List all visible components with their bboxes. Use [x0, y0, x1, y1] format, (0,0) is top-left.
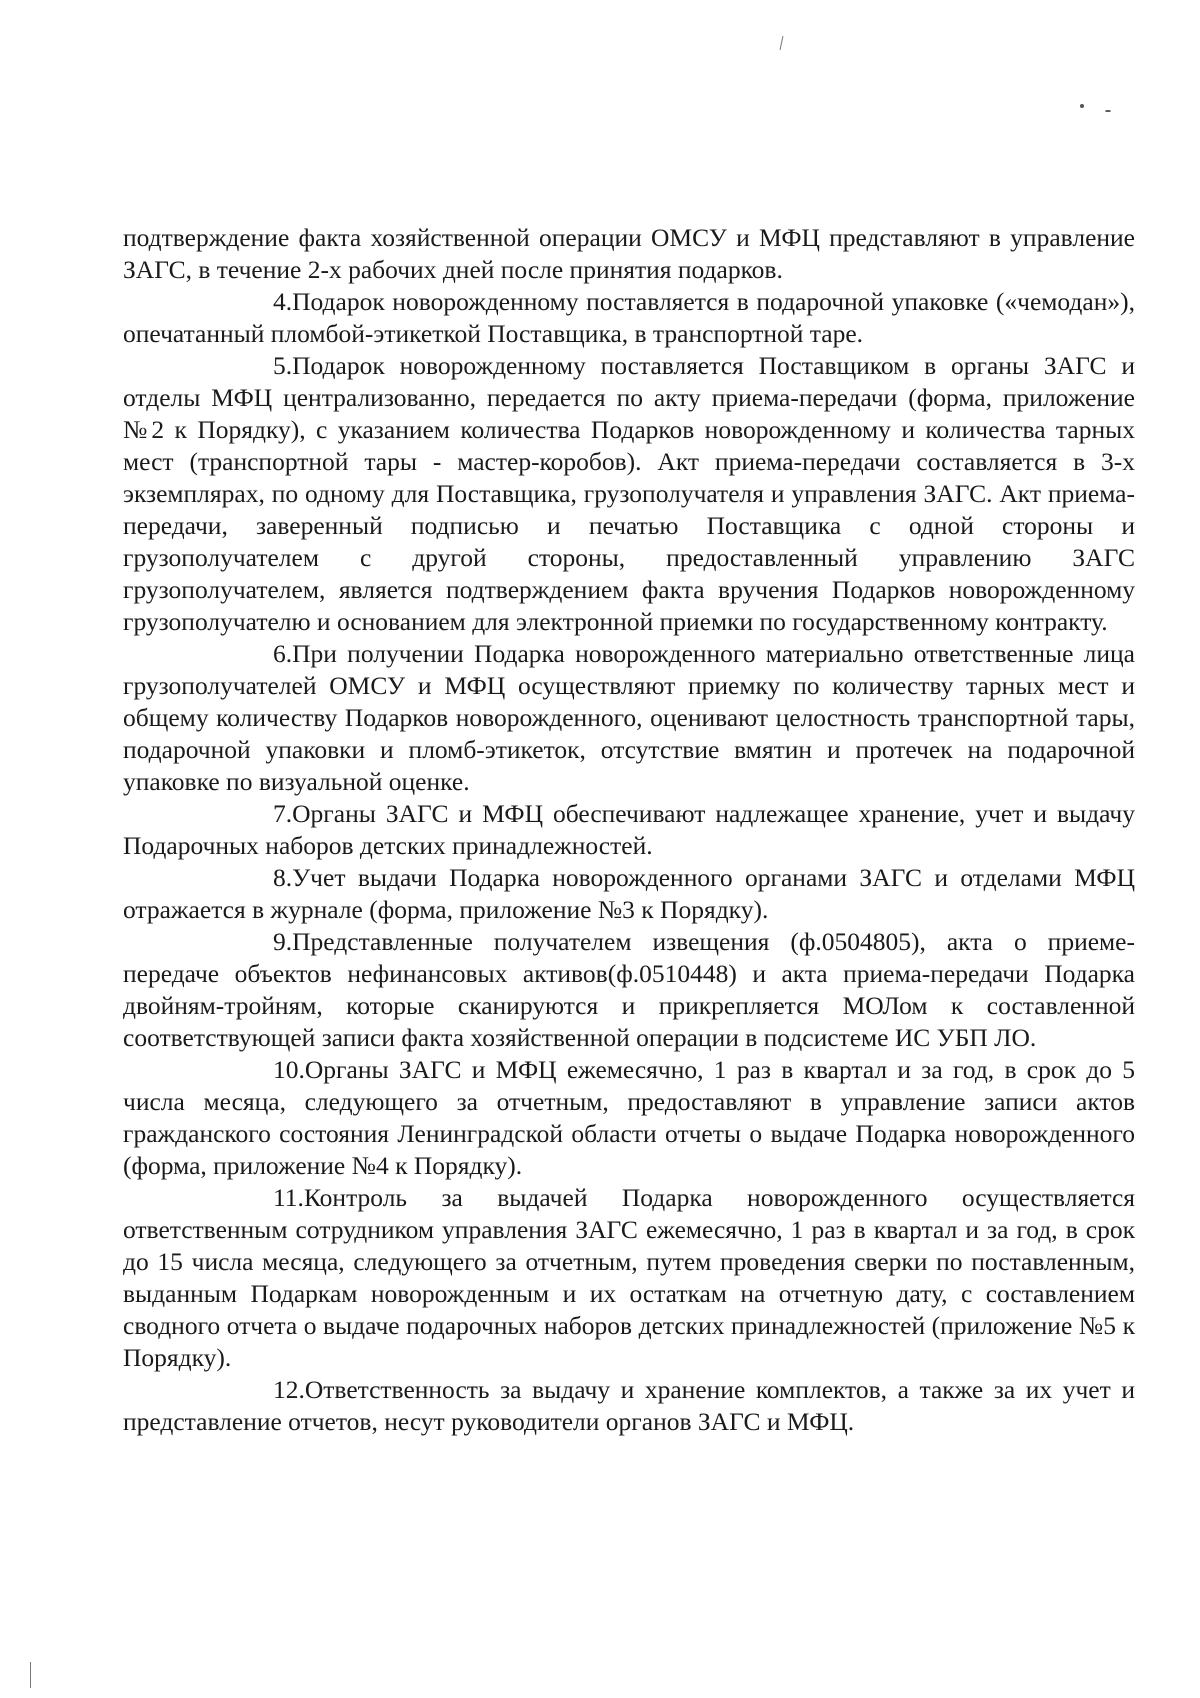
- paragraph-continuation: подтверждение факта хозяйственной операции ОМСУ и МФЦ представляют в управление ЗАГС, в течение 2-х рабочих дней после принятия подарков.: [123, 223, 1135, 284]
- item-text: Подарок новорожденному поставляется Поставщиком в органы ЗАГС и отделы МФЦ централизованно, передается по акту приема-передачи (форма, приложение №2 к Порядку), с указанием количества Подарков новорожденному и количества тарных мест (транспортной тары - мастер-коробов). Акт приема-передачи составляется в 3-х экземплярах, по одному для Поставщика, грузополучателя и управления ЗАГС. Акт приема-передачи, заверенный подписью и печатью Поставщика с одной стороны и грузополучателем с другой стороны, предоставленный управлению ЗАГС грузополучателем, является подтверждением факта вручения Подарков новорожденному грузополучателю и основанием для электронной приемки по государственному контракту.: [123, 351, 1135, 636]
- item-text: Органы ЗАГС и МФЦ обеспечивают надлежащее хранение, учет и выдачу Подарочных наборов детских принадлежностей.: [123, 799, 1135, 860]
- paragraph-item-11: [123, 1182, 1135, 1374]
- item-number: 7.: [273, 799, 293, 828]
- scan-speck: [1105, 110, 1111, 112]
- item-text: Подарок новорожденному поставляется в подарочной упаковке («чемодан»), опечатанный пломбой-этикеткой Поставщика, в транспортной таре.: [123, 287, 1135, 348]
- paragraph-item-6: [123, 638, 1135, 798]
- item-number: 4.: [273, 287, 293, 316]
- item-text: Контроль за выдачей Подарка новорожденного осуществляется ответственным сотрудником управления ЗАГС ежемесячно, 1 раз в квартал и за год, в срок до 15 числа месяца, следующего за отчетным, путем проведения сверки по поставленным, выданным Подаркам новорожденным и их остаткам на отчетную дату, с составлением сводного отчета о выдаче подарочных наборов детских принадлежностей (приложение №5 к Порядку).: [123, 1183, 1135, 1372]
- scan-speck: [1080, 104, 1084, 108]
- scan-mark: [780, 36, 784, 50]
- item-number: 5.: [273, 351, 293, 380]
- item-number: 10.: [273, 1055, 305, 1084]
- item-number: 6.: [273, 639, 293, 668]
- item-number: 12.: [273, 1375, 305, 1404]
- paragraph-item-4: [123, 286, 1135, 350]
- paragraph-item-12: [123, 1374, 1135, 1438]
- item-text: Органы ЗАГС и МФЦ ежемесячно, 1 раз в квартал и за год, в срок до 5 числа месяца, следующего за отчетным, предоставляют в управление записи актов гражданского состояния Ленинградской области отчеты о выдаче Подарка новорожденного (форма, приложение №4 к Порядку).: [123, 1055, 1135, 1180]
- paragraph-item-5: [123, 350, 1135, 638]
- paragraph-item-8: [123, 862, 1135, 926]
- item-text: Учет выдачи Подарка новорожденного органами ЗАГС и отделами МФЦ отражается в журнале (форма, приложение №3 к Порядку).: [123, 863, 1135, 924]
- paragraph-item-9: [123, 926, 1135, 1054]
- paragraph-item-7: [123, 798, 1135, 862]
- item-text: Представленные получателем извещения (ф.0504805), акта о приеме-передаче объектов нефинансовых активов(ф.0510448) и акта приема-передачи Подарка двойням-тройням, которые сканируются и прикрепляется МОЛом к составленной соответствующей записи факта хозяйственной операции в подсистеме ИС УБП ЛО.: [123, 927, 1135, 1052]
- item-text: При получении Подарка новорожденного материально ответственные лица грузополучателей ОМСУ и МФЦ осуществляют приемку по количеству тарных мест и общему количеству Подарков новорожденного, оценивают целостность транспортной тары, подарочной упаковки и пломб-этикеток, отсутствие вмятин и протечек на подарочной упаковке по визуальной оценке.: [123, 639, 1135, 796]
- item-number: 9.: [273, 927, 293, 956]
- scan-mark: [30, 1662, 31, 1688]
- document-body: [123, 222, 1135, 1438]
- item-number: 8.: [273, 863, 293, 892]
- paragraph-item-10: [123, 1054, 1135, 1182]
- item-text: Ответственность за выдачу и хранение комплектов, а также за их учет и представление отчетов, несут руководители органов ЗАГС и МФЦ.: [123, 1375, 1135, 1436]
- item-number: 11.: [273, 1183, 304, 1212]
